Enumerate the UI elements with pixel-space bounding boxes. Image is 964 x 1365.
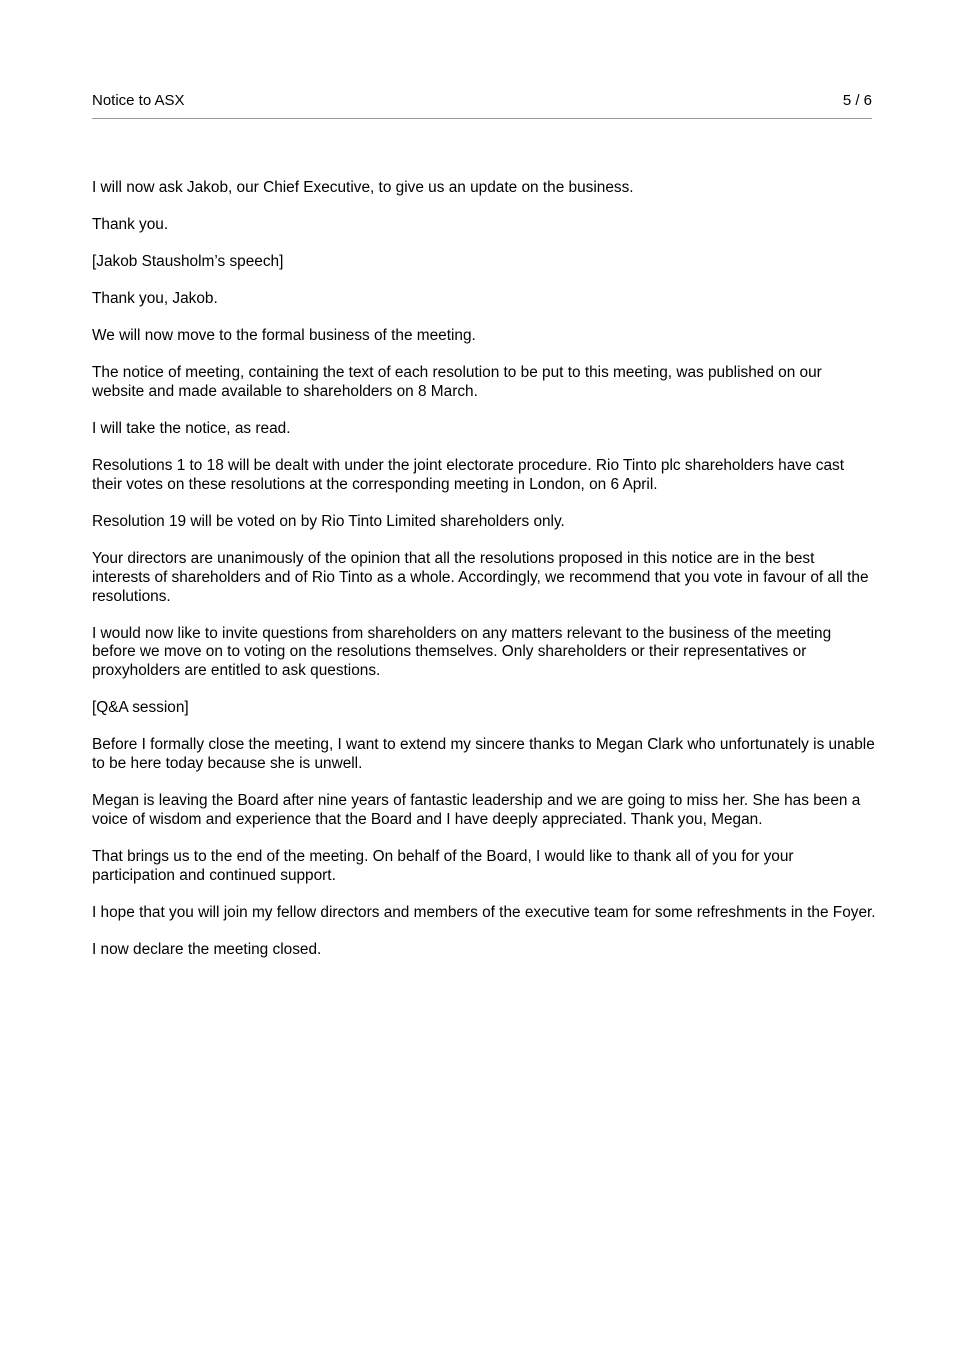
document-body <box>92 179 876 978</box>
paragraph-notice-as-read: I will take the notice, as read. <box>92 420 291 438</box>
paragraph-end-of-meeting: That brings us to the end of the meeting. On behalf of the Board, I would like to thank all of you for your participation and continued support. <box>92 847 794 884</box>
paragraph-formal-business: We will now move to the formal business of the meeting. <box>92 327 476 345</box>
paragraph-meeting-closed: I now declare the meeting closed. <box>92 940 322 958</box>
paragraph-megan-leaving: Megan is leaving the Board after nine years of fantastic leadership and we are going to miss her. She has been a voice of wisdom and experience that the Board and I have deeply appreciated. Thank you, Megan. <box>92 792 861 828</box>
page-number: 5 / 6 <box>842 92 872 109</box>
paragraph-notice-of-meeting: The notice of meeting, containing the text of each resolution to be put to this meeting, was published on our website and made available to shareholders on 8 March. <box>92 364 822 401</box>
paragraph-directors-recommendation: Your directors are unanimously of the opinion that all the resolutions proposed in this notice are in the best interests of shareholders and of Rio Tinto as a whole. Accordingly, we recommend that you vote in favour of all the resolutions. <box>92 550 869 605</box>
paragraph-thanks-megan: Before I formally close the meeting, I want to extend my sincere thanks to Megan Clark who unfortunately is unable to be here today because she is unwell. <box>92 736 875 773</box>
paragraph-speech-placeholder: [Jakob Stausholm’s speech] <box>92 253 284 271</box>
paragraph-joint-electorate: Resolutions 1 to 18 will be dealt with under the joint electorate procedure. Rio Tinto plc shareholders have cast their votes on these resolutions at the corresponding meeting in London, on 6 April. <box>92 457 845 494</box>
paragraph-refreshments: I hope that you will join my fellow directors and members of the executive team for some refreshments in the Foyer. <box>92 903 876 921</box>
paragraph-resolution-19: Resolution 19 will be voted on by Rio Tinto Limited shareholders only. <box>92 513 565 531</box>
paragraph-qa-session: [Q&A session] <box>92 699 189 717</box>
paragraph-thank-jakob: Thank you, Jakob. <box>92 290 218 308</box>
paragraph-thank-you: Thank you. <box>92 216 169 234</box>
paragraph-ceo-update: I will now ask Jakob, our Chief Executive, to give us an update on the business. <box>92 179 634 196</box>
paragraph-invite-questions: I would now like to invite questions from shareholders on any matters relevant to the business of the meeting before we move on to voting on the resolutions themselves. Only shareholders or their representatives or proxyholders are entitled to ask questions. <box>92 624 832 680</box>
header-title: Notice to ASX <box>92 92 185 109</box>
page-header <box>92 91 872 119</box>
